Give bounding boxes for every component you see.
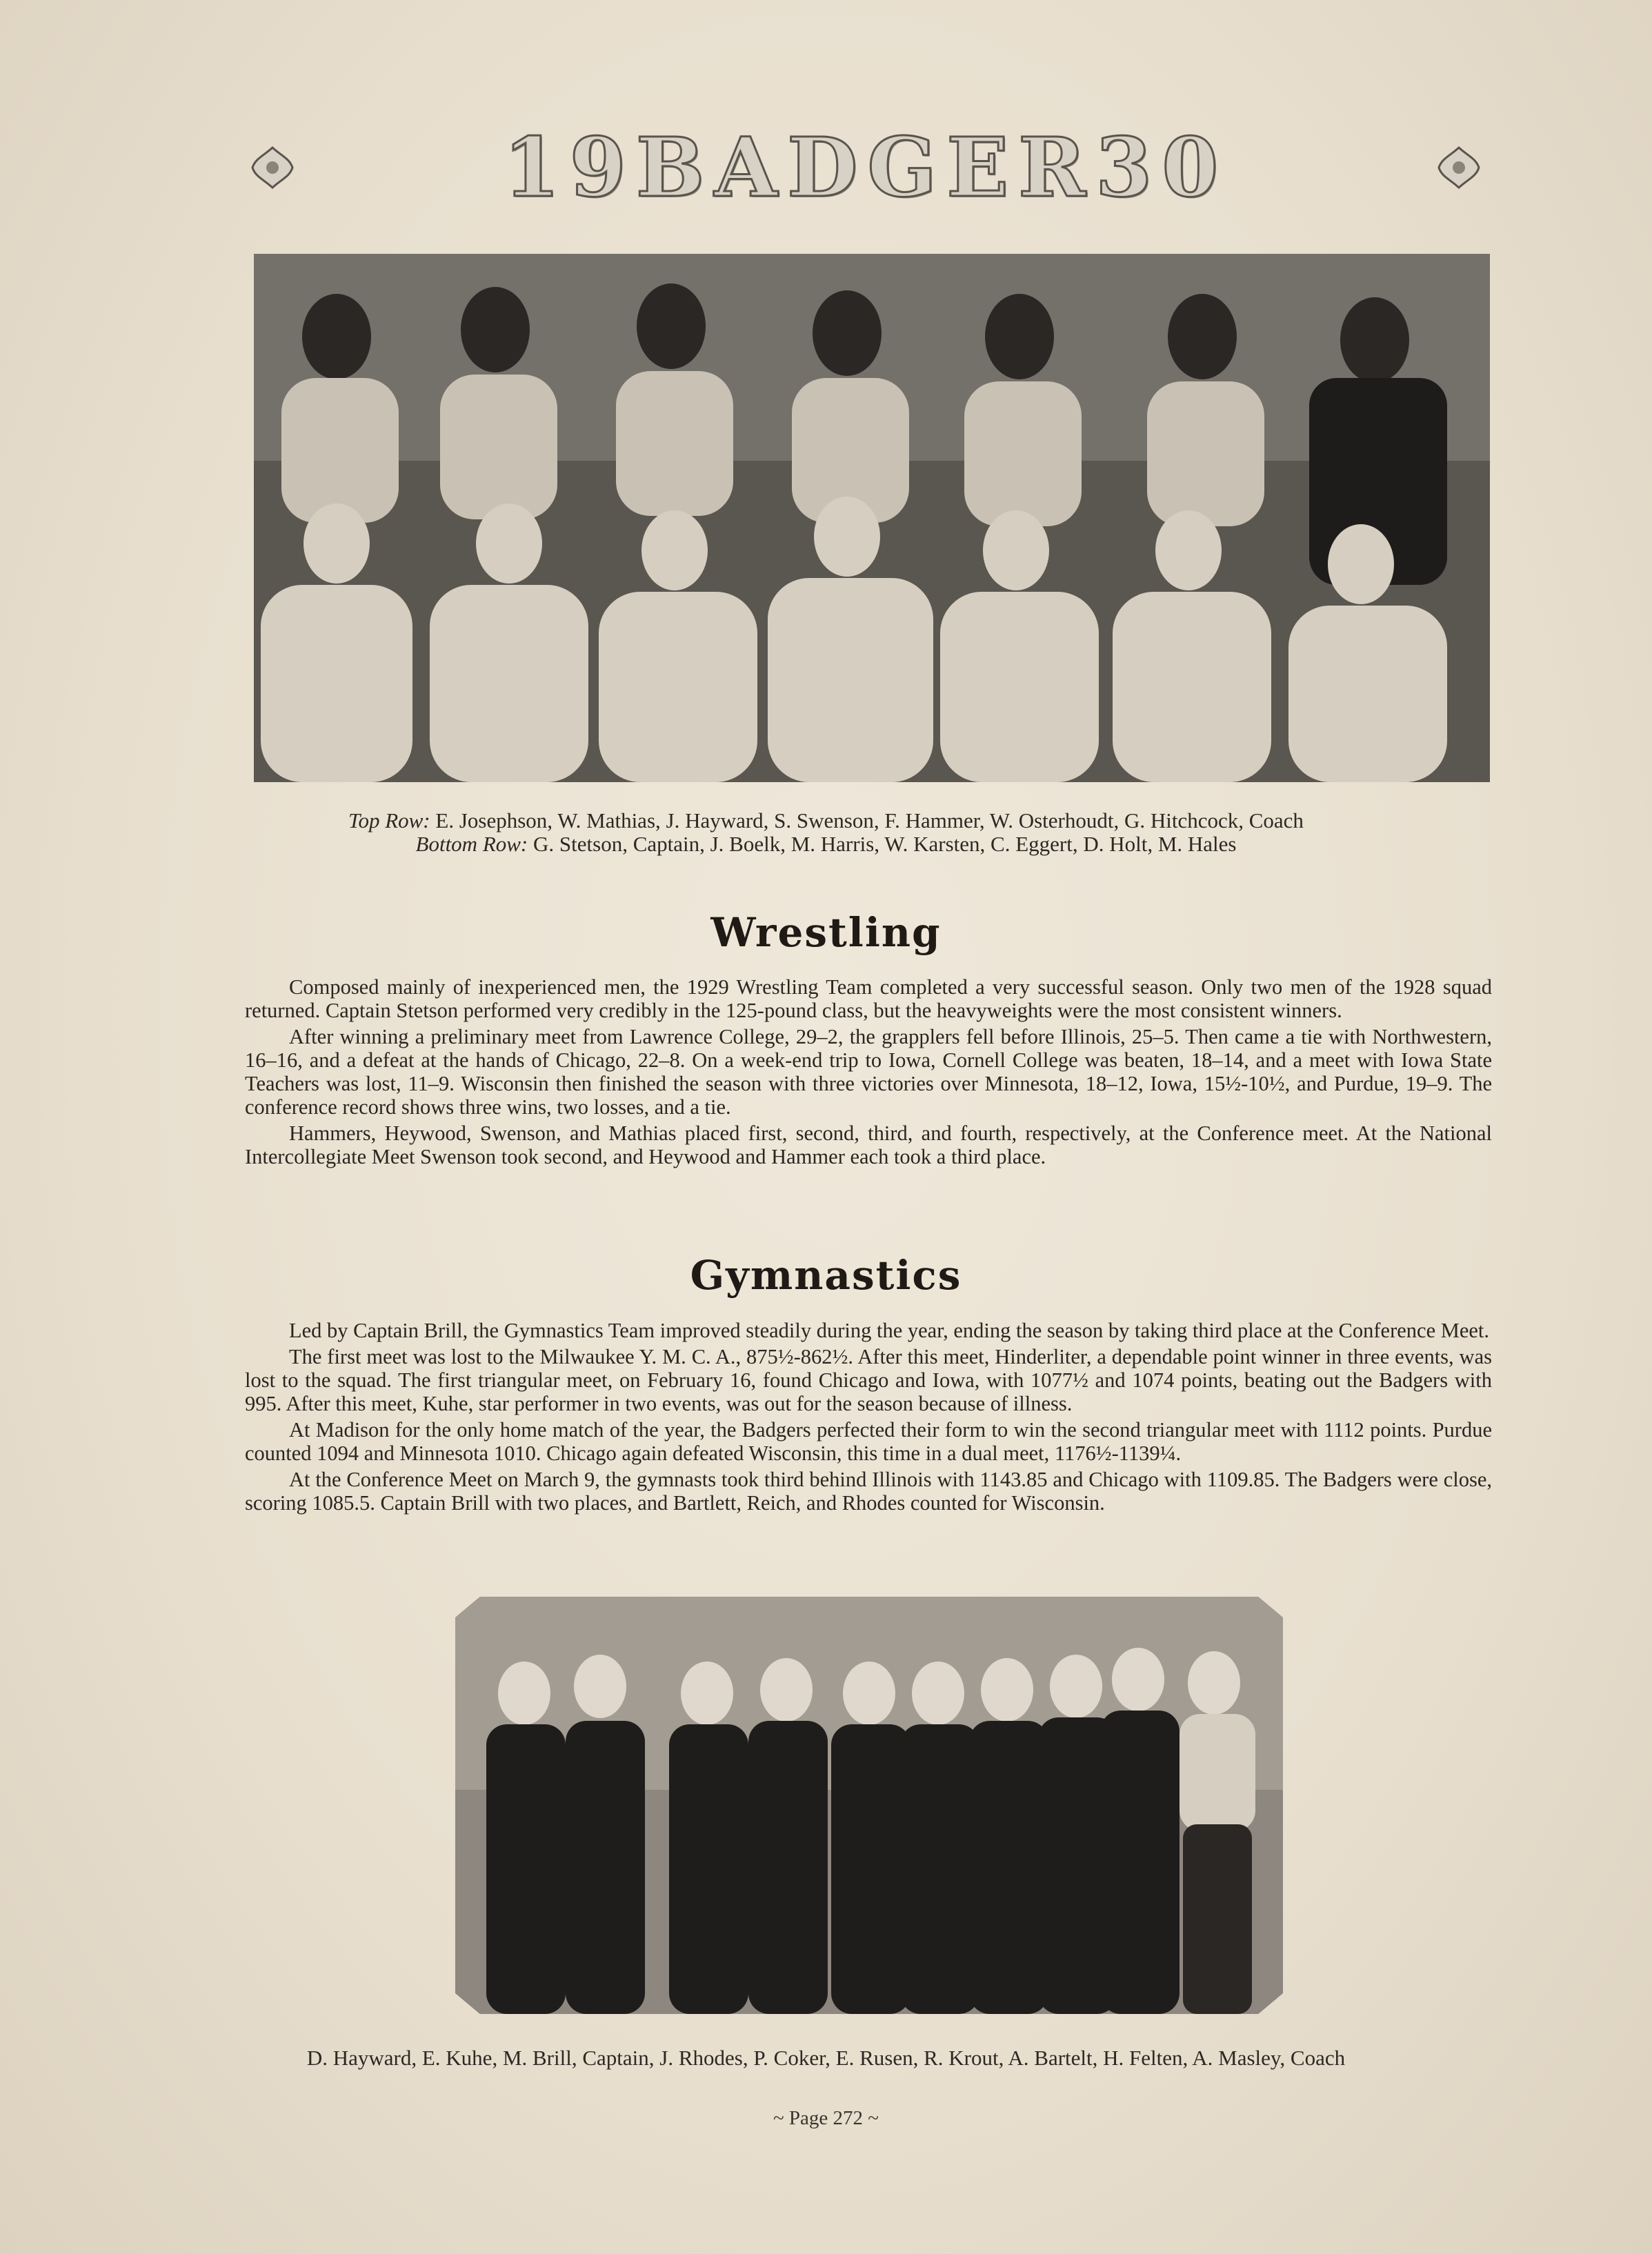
wrestling-heading: Wrestling xyxy=(710,909,942,956)
wrestling-paragraph: Composed mainly of inexperienced men, the 1929 Wrestling Team completed a very successful season. Only two men of the 1928 squad returned. Captain Stetson performed very credibly in the 125-pound class, but the heavyweights were the most consistent winners. xyxy=(245,975,1492,1022)
yearbook-title: 19BADGER30 xyxy=(503,119,1228,215)
wrestling-caption-top-row xyxy=(0,808,1652,833)
gymnastics-heading: Gymnastics xyxy=(690,1252,962,1299)
gymnastics-paragraph: Led by Captain Brill, the Gymnastics Team improved steadily during the year, ending the season by taking third place at the Conference Meet. xyxy=(289,1319,1490,1342)
yearbook-header xyxy=(248,119,1483,215)
gymnastics-paragraph: At the Conference Meet on March 9, the gymnasts took third behind Illinois with 1143.85 and Chicago with 1109.85. The Badgers were close, scoring 1085.5. Captain Brill with two places, and Bartlett, Reich, and Rhodes counted for Wisconsin. xyxy=(245,1468,1492,1515)
gymnastics-paragraph: The first meet was lost to the Milwaukee Y. M. C. A., 875½-862½. After this meet, Hinderliter, a dependable point winner in three events, was lost to the squad. The first triangular meet, on February 16, found Chicago and Iowa, with 1077½ and 1074 points, beating out the Badgers with 995. After this meet, Kuhe, star performer in two events, was out for the season because of illness. xyxy=(245,1345,1492,1415)
fleuron-icon xyxy=(248,143,297,192)
page-number: ~ Page 272 ~ xyxy=(773,2107,879,2129)
wrestling-team-photo xyxy=(254,254,1490,782)
wrestling-article xyxy=(245,975,1492,1171)
fleuron-icon xyxy=(1435,143,1483,192)
gymnastics-paragraph: At Madison for the only home match of the year, the Badgers perfected their form to win the second triangular meet with 1112 points. Purdue counted 1094 and Minnesota 1010. Chicago again defeated Wisconsin, this time in a dual meet, 1176½-1139¼. xyxy=(245,1418,1492,1465)
gymnastics-team-photo xyxy=(455,1597,1283,2014)
bottom-row-names: G. Stetson, Captain, J. Boelk, M. Harris, W. Karsten, C. Eggert, D. Holt, M. Hales xyxy=(533,832,1237,856)
top-row-label: Top Row: xyxy=(348,808,430,832)
bottom-row-label: Bottom Row: xyxy=(415,832,528,856)
gymnastics-caption: D. Hayward, E. Kuhe, M. Brill, Captain, J. Rhodes, P. Coker, E. Rusen, R. Krout, A. Bartelt, H. Felten, A. Masley, Coach xyxy=(306,2046,1346,2070)
wrestling-paragraph: Hammers, Heywood, Swenson, and Mathias placed first, second, third, and fourth, respectively, at the Conference meet. At the National Intercollegiate Meet Swenson took second, and Heywood and Hammer each took a third place. xyxy=(245,1121,1492,1168)
gymnastics-article xyxy=(245,1319,1492,1517)
wrestling-caption-bottom-row xyxy=(0,832,1652,857)
top-row-names: E. Josephson, W. Mathias, J. Hayward, S. Swenson, F. Hammer, W. Osterhoudt, G. Hitchcock, Coach xyxy=(435,808,1304,832)
wrestling-paragraph: After winning a preliminary meet from Lawrence College, 29–2, the grapplers fell before Illinois, 25–5. Then came a tie with Northwestern, 16–16, and a defeat at the hands of Chicago, 22–8. On a week-end trip to Iowa, Cornell College was beaten, 18–14, and a meet with Iowa State Teachers was lost, 11–9. Wisconsin then finished the season with three victories over Minnesota, 18–12, Iowa, 15½-10½, and Purdue, 19–9. The conference record shows three wins, two losses, and a tie. xyxy=(245,1025,1492,1119)
